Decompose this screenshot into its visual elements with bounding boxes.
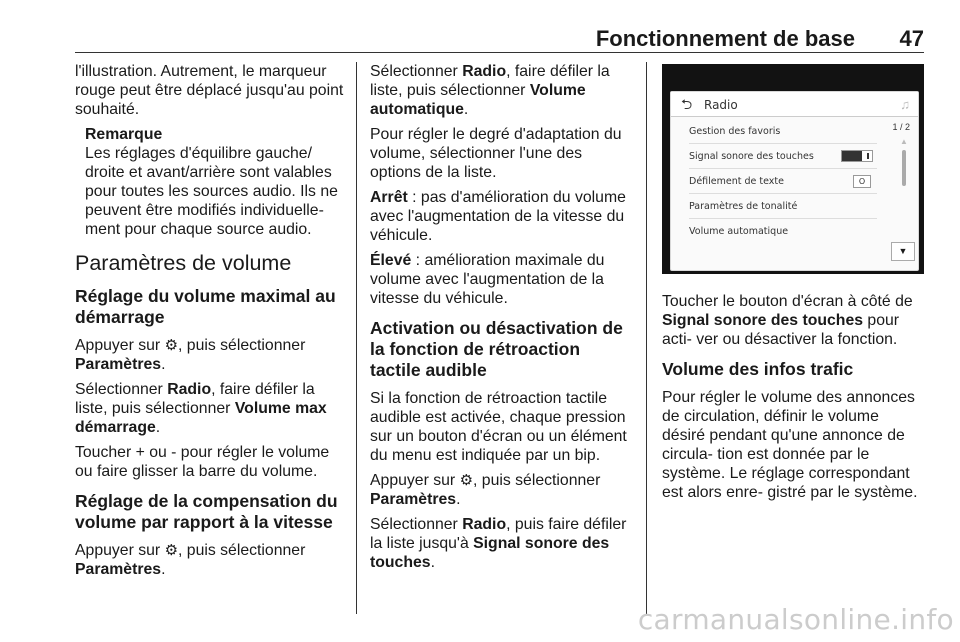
paragraph-select-radio: Sélectionner Radio, faire défiler la liste, puis sélectionner Volume max démarrage. [75, 381, 327, 436]
paragraph-adjust-volume: Toucher + ou - pour régler le volume ou faire glisser la barre du volume. [75, 444, 330, 480]
page-indicator: 1 / 2 [892, 122, 910, 132]
heading-speed-compensation: Réglage de la compensation du volume par rapport à la vitesse [75, 491, 338, 532]
header-rule [75, 52, 924, 53]
music-note-icon: ♫ [900, 97, 910, 112]
paragraph-open-settings-3: Appuyer sur ⚙, puis sélectionner Paramètres. [370, 472, 601, 508]
watermark: carmanualsonline.info [637, 603, 954, 636]
section-title: Fonctionnement de base [595, 26, 855, 51]
settings-icon: ⚙ [459, 472, 474, 489]
radio-screen-illustration [662, 64, 924, 274]
paragraph-select-auto-volume: Sélectionner Radio, faire défiler la liste, puis sélectionner Volume automatique. [370, 63, 610, 118]
radio-screen [670, 91, 919, 271]
page-number: 47 [899, 26, 924, 51]
option-off: Arrêt : pas d'amélioration du volume avec l'augmentation de la vitesse du véhicule. [370, 189, 626, 244]
scroll-down-icon[interactable]: ▼ [891, 242, 915, 261]
menu-item-touch-beep[interactable]: Signal sonore des touches [689, 145, 877, 169]
remark-title: Remarque [85, 126, 163, 143]
column-2 [370, 62, 632, 578]
toggle-off-icon[interactable]: O [853, 175, 871, 188]
column-1 [75, 62, 347, 585]
menu-item-text-scroll[interactable]: Défilement de texte O [689, 170, 877, 194]
paragraph-scroll-to-beep: Sélectionner Radio, puis faire défiler la liste jusqu'à Signal sonore des touches. [370, 516, 627, 571]
scroll-up-icon[interactable]: ▲ [900, 137, 908, 146]
settings-icon: ⚙ [164, 542, 179, 559]
paragraph-open-settings-2: Appuyer sur ⚙, puis sélectionner Paramètres. [75, 542, 306, 578]
paragraph-open-settings: Appuyer sur ⚙, puis sélectionner Paramètres. [75, 337, 306, 373]
menu-item-tone-settings[interactable]: Paramètres de tonalité [689, 195, 877, 219]
screen-titlebar [671, 92, 918, 117]
heading-traffic-volume: Volume des infos trafic [662, 359, 854, 379]
paragraph-feedback: Si la fonction de rétroaction tactile audible est activée, chaque pression sur un bouton d'écran ou un élément du menu est indiquée par un bip. [370, 390, 627, 464]
settings-icon: ⚙ [164, 337, 179, 354]
column-divider [356, 62, 357, 614]
heading-touch-feedback: Activation ou désactivation de la fonction de rétroaction tactile audible [370, 318, 623, 380]
menu-item-favorites[interactable]: Gestion des favoris [689, 120, 877, 144]
heading-volume-settings: Paramètres de volume [75, 251, 292, 275]
column-divider [646, 62, 647, 614]
paragraph-adapt: Pour régler le degré d'adaptation du volume, sélectionner l'une des options de la liste. [370, 126, 622, 181]
remark-text: Les réglages d'équilibre gauche/ droite et avant/arrière sont valables pour toutes les sources audio. Ils ne peuvent être modifiés individuelle- ment pour chaque source audio. [85, 145, 338, 238]
column-3 [662, 62, 924, 508]
intro-paragraph: l'illustration. Autrement, le marqueur rouge peut être déplacé jusqu'au point souhaité. [75, 63, 344, 118]
paragraph-touch-next: Toucher le bouton d'écran à côté de Signal sonore des touches pour acti- ver ou désactiver la fonction. [662, 293, 913, 348]
screen-title: Radio [704, 98, 738, 112]
scrollbar[interactable] [902, 150, 906, 186]
menu-item-auto-volume[interactable]: Volume automatique [689, 226, 789, 237]
paragraph-traffic: Pour régler le volume des annonces de circulation, définir le volume désiré pendant qu'une annonce de circula- tion est donnée par le système. Le réglage correspondant est alors enre- gistré par le système. [662, 389, 918, 501]
option-high: Élevé : amélioration maximale du volume avec l'augmentation de la vitesse du véhicule. [370, 252, 605, 307]
heading-max-startup-volume: Réglage du volume maximal au démarrage [75, 286, 336, 327]
toggle-switch[interactable] [841, 150, 873, 162]
remark-box [85, 125, 347, 239]
back-arrow-icon[interactable]: ⮌ [681, 96, 693, 112]
